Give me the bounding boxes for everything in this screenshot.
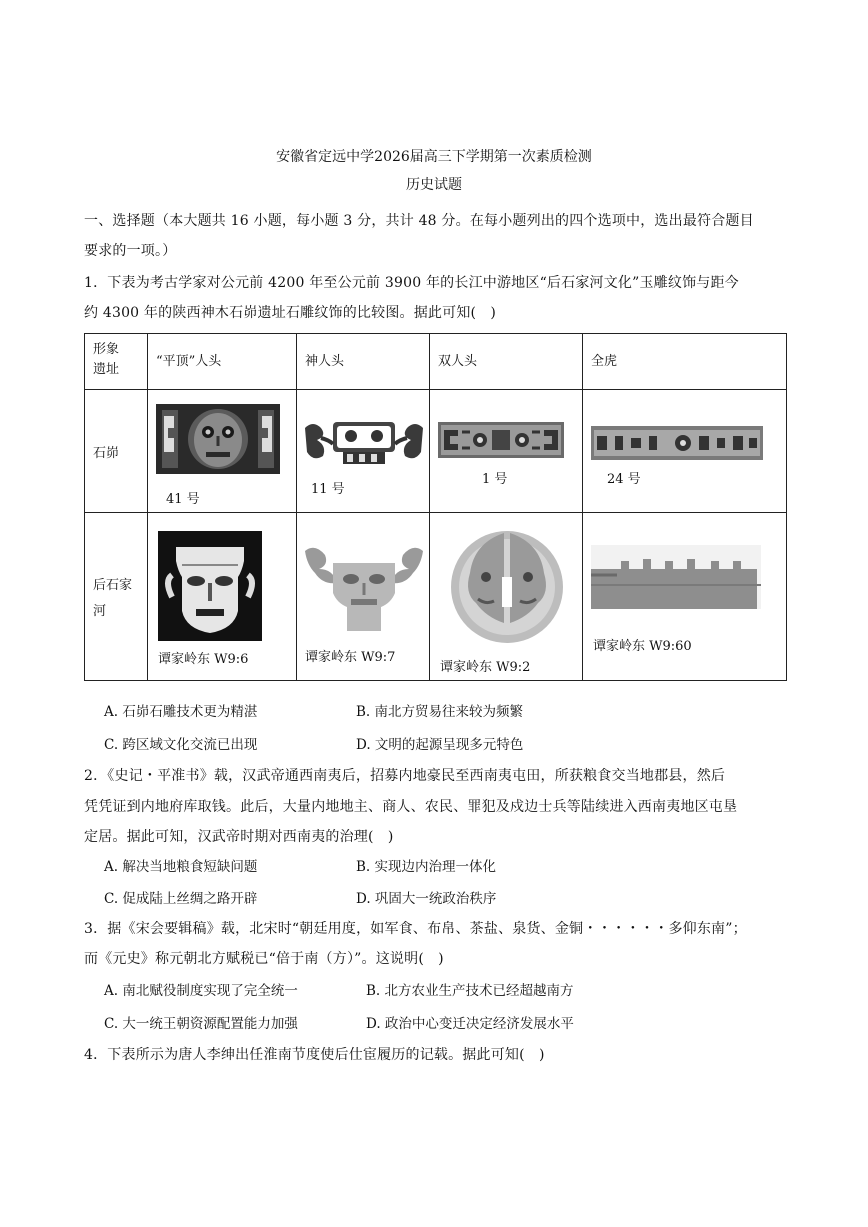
caption-w9-6: 谭家岭东 W9:6: [158, 652, 249, 667]
caption-11: 11 号: [311, 482, 345, 497]
table-header-cell: [148, 334, 297, 390]
double-head-carving-image: [438, 422, 564, 458]
q1-stem-line2: 约 4300 年的陕西神木石峁遗址石雕纹饰的比较图。据此可知( ): [84, 305, 497, 321]
site-houshijiahe-label-line2: 河: [93, 604, 107, 619]
q3-option-d[interactable]: D. 政治中心变迁决定经济发展水平: [366, 1016, 574, 1032]
table-header-cell: [297, 334, 430, 390]
q2-stem-line1: 2．《史记・平准书》载，汉武帝通西南夷后，招募内地豪民至西南夷屯田，所获粮食交当地郡县，然后: [84, 768, 726, 784]
caption-41: 41 号: [166, 492, 200, 507]
q2-stem-line2: 凭凭证到内地府库取钱。此后，大量内地地主、商人、农民、罪犯及戍边士兵等陆续进入西南夷地区屯垦: [84, 799, 738, 815]
q1-option-b[interactable]: B. 南北方贸易往来较为频繁: [356, 704, 524, 720]
q1-stem-line1: 1．下表为考古学家对公元前 4200 年至公元前 3900 年的长江中游地区“后石家河文化”玉雕纹饰与距今: [84, 275, 739, 291]
header-double-head: 双人头: [438, 354, 478, 369]
table-corner-cell: [85, 334, 148, 390]
caption-24: 24 号: [607, 472, 641, 487]
q1-option-a[interactable]: A. 石峁石雕技术更为精湛: [104, 704, 258, 720]
table-header-cell: [583, 334, 787, 390]
jade-flat-top-head-image: [158, 531, 262, 641]
q3-stem-line2: 而《元史》称元朝北方赋税已“倍于南（方）”。这说明( ): [84, 951, 444, 967]
section-instructions-line2: 要求的一项。）: [84, 243, 177, 259]
image-cell: [297, 513, 430, 681]
image-cell: [148, 390, 297, 513]
header-deity-head: 神人头: [305, 354, 345, 369]
caption-1: 1 号: [482, 472, 508, 487]
image-cell: [148, 513, 297, 681]
q3-option-a[interactable]: A. 南北赋役制度实现了完全统一: [104, 983, 298, 999]
q1-option-d[interactable]: D. 文明的起源呈现多元特色: [356, 737, 524, 753]
q2-option-b[interactable]: B. 实现边内治理一体化: [356, 859, 497, 875]
q3-option-c[interactable]: C. 大一统王朝资源配置能力加强: [104, 1016, 298, 1032]
table-row: [85, 513, 787, 681]
q2-option-d[interactable]: D. 巩固大一统政治秩序: [356, 891, 497, 907]
table-header-cell: [430, 334, 583, 390]
q1-option-c[interactable]: C. 跨区域文化交流已出现: [104, 737, 258, 753]
image-cell: [583, 513, 787, 681]
caption-w9-2: 谭家岭东 W9:2: [440, 660, 531, 675]
jade-tiger-image: [591, 545, 761, 609]
table-row: [85, 390, 787, 513]
q2-stem-line3: 定居。据此可知，汉武帝时期对西南夷的治理( ): [84, 829, 394, 845]
caption-w9-60: 谭家岭东 W9:60: [593, 639, 692, 654]
corner-top-label: 形象: [93, 342, 120, 357]
q3-option-b[interactable]: B. 北方农业生产技术已经超越南方: [366, 983, 574, 999]
exam-title: 安徽省定远中学2026届高三下学期第一次素质检测: [276, 149, 592, 165]
q2-option-a[interactable]: A. 解决当地粮食短缺问题: [104, 859, 258, 875]
stone-face-carving-image: [156, 404, 280, 474]
jade-deity-head-image: [303, 543, 425, 637]
q3-stem-line1: 3．据《宋会要辑稿》载，北宋时“朝廷用度，如军食、布帛、茶盐、泉货、金铜・・・・・・多仰东南”；: [84, 921, 747, 937]
table-header-row: [85, 334, 787, 390]
site-shimao-label: 石峁: [93, 446, 120, 461]
site-cell: [85, 390, 148, 513]
caption-w9-7: 谭家岭东 W9:7: [305, 650, 396, 665]
tiger-carving-image: [591, 426, 763, 460]
image-cell: [583, 390, 787, 513]
comparison-table: [84, 333, 787, 681]
corner-bottom-label: 遗址: [93, 362, 120, 377]
section-instructions-line1: 一、选择题（本大题共 16 小题，每小题 3 分，共计 48 分。在每小题列出的四个选项中，选出最符合题目: [84, 213, 754, 229]
jade-double-head-image: [442, 527, 572, 645]
exam-subject: 历史试题: [406, 177, 462, 193]
site-houshijiahe-label-line1: 后石家: [93, 578, 133, 593]
site-cell: [85, 513, 148, 681]
deity-head-carving-image: [303, 418, 425, 468]
header-full-tiger: 全虎: [591, 354, 618, 369]
q2-option-c[interactable]: C. 促成陆上丝绸之路开辟: [104, 891, 258, 907]
image-cell: [297, 390, 430, 513]
image-cell: [430, 513, 583, 681]
header-flat-top-head: “平顶”人头: [156, 354, 222, 369]
q4-stem-line1: 4．下表所示为唐人李绅出任淮南节度使后仕宦履历的记载。据此可知( ): [84, 1047, 545, 1063]
image-cell: [430, 390, 583, 513]
